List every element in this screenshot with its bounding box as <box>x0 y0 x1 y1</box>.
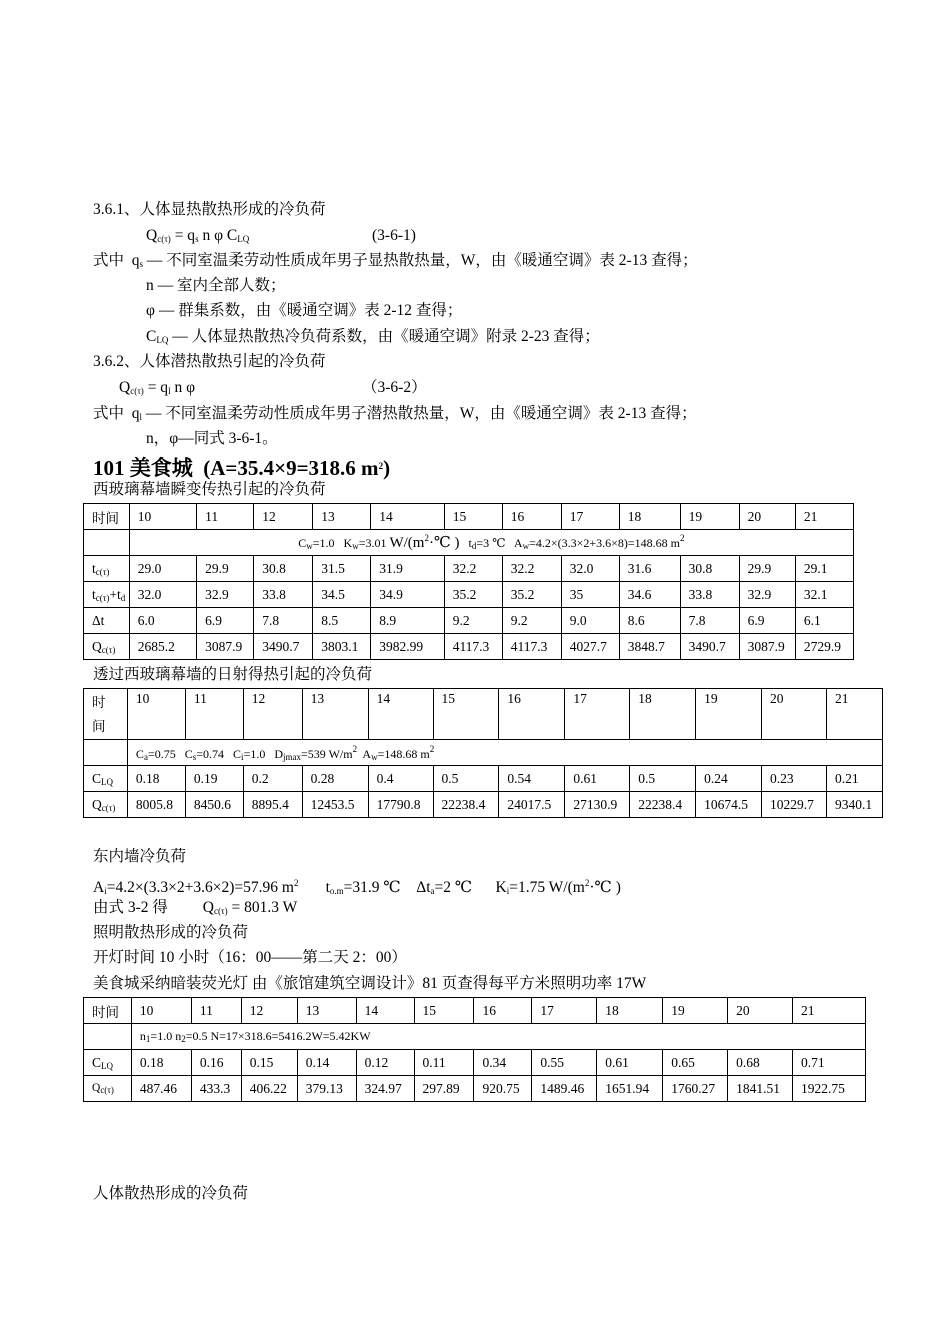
hour-cell: 17 <box>532 998 597 1024</box>
table-cell: 0.5 <box>630 766 696 792</box>
param-aw: =148.68 m <box>377 746 430 761</box>
param-djmax: =539 W/m <box>301 746 353 761</box>
table-cell: 920.75 <box>474 1076 532 1102</box>
table-cell: 32.9 <box>739 582 795 608</box>
table-cell: 0.4 <box>368 766 433 792</box>
room-name: 101 美食城 <box>93 456 193 480</box>
table-cell: 9.2 <box>444 608 502 634</box>
table-row <box>84 1076 866 1102</box>
param-ai: =4.2×(3.3×2+3.6×2)=57.96 m <box>106 879 294 896</box>
table-cell: 30.8 <box>680 556 739 582</box>
hour-cell: 10 <box>127 689 185 740</box>
where-phi: φ — 群集系数，由《暖通空调》表 2-12 查得； <box>146 302 463 319</box>
table-row <box>84 998 866 1024</box>
hour-cell: 12 <box>241 998 297 1024</box>
table-cell: 8005.8 <box>127 792 185 818</box>
table-cell: 32.2 <box>444 556 502 582</box>
formula-3-6-2: $Q_{c(\tau)} = q_l$ n φ <box>119 379 196 396</box>
formula-number: （3-6-2） <box>362 379 427 396</box>
params-cell: $C_a=0.75$ $C_s=0.74$ $C_i=1.0$ $D_{jmax}=539$ $W/m^2$ $A_w=148.68$ $m^2$ <box>127 740 882 766</box>
table-cell: 31.9 <box>371 556 444 582</box>
table-cell: 1760.27 <box>663 1076 728 1102</box>
hour-label-part: 间 <box>92 719 106 734</box>
table-cell: 12453.5 <box>302 792 368 818</box>
table-row <box>84 740 883 766</box>
table-cell: 4027.7 <box>561 634 619 660</box>
hour-cell: 20 <box>762 689 827 740</box>
east-wall-result: 由式 3-2 得 $Q_{c(\tau)} = 801.3$ W <box>93 899 298 916</box>
where-prefix: 式中 <box>93 405 125 422</box>
param-tom: =31.9 ℃ <box>343 879 401 896</box>
table-cell: 32.0 <box>129 582 196 608</box>
table-cell: 35.2 <box>502 582 561 608</box>
table-cell: 7.8 <box>680 608 739 634</box>
params-blank-cell <box>76 1024 124 1050</box>
table-cell: 3087.9 <box>197 634 254 660</box>
table-cell: 8.5 <box>313 608 371 634</box>
hour-cell: 13 <box>302 689 368 740</box>
hour-label <box>84 689 128 740</box>
where-n: n — 室内全部人数； <box>146 277 286 294</box>
row-label-clq: $C_{LQ}$ <box>84 1050 132 1076</box>
table-cell: 8895.4 <box>243 792 302 818</box>
hour-cell: 18 <box>630 689 696 740</box>
hour-cell: 19 <box>663 998 728 1024</box>
param-kw: =3.01 <box>358 536 387 550</box>
hour-cell: 16 <box>474 998 532 1024</box>
hour-cell: 18 <box>619 504 680 530</box>
where-clq: $C_{LQ}$ — 人体显热散热冷负荷系数，由《暖通空调》附录 2-23 查得； <box>146 328 600 345</box>
param-unit: W/(m <box>389 535 425 551</box>
param-ci: =1.0 <box>243 746 266 761</box>
table-cell: 0.68 <box>728 1050 793 1076</box>
hour-cell: 13 <box>313 504 371 530</box>
param-n2: =0.5 N=17×318.6=5416.2W=5.42KW <box>185 1029 371 1043</box>
table-row <box>84 608 854 634</box>
table-row <box>84 766 883 792</box>
hour-cell: 19 <box>696 689 762 740</box>
table-cell: 32.9 <box>197 582 254 608</box>
west-glass-conduction-table <box>83 503 854 660</box>
table-cell: 29.9 <box>197 556 254 582</box>
table-cell: 22238.4 <box>630 792 696 818</box>
table-cell: 32.2 <box>502 556 561 582</box>
table-cell: 32.0 <box>561 556 619 582</box>
table-cell: 3087.9 <box>739 634 795 660</box>
table-cell: 34.5 <box>313 582 371 608</box>
table-cell: 2685.2 <box>129 634 196 660</box>
hour-cell: 18 <box>597 998 663 1024</box>
hour-cell: 15 <box>414 998 474 1024</box>
table-cell: 8450.6 <box>185 792 243 818</box>
table-cell: 29.0 <box>129 556 196 582</box>
param-cw: =1.0 <box>312 536 335 550</box>
table-cell: 4117.3 <box>502 634 561 660</box>
formula-number: (3-6-1) <box>372 227 416 244</box>
table-cell: 6.0 <box>129 608 196 634</box>
hour-cell: 14 <box>368 689 433 740</box>
table-row <box>84 634 854 660</box>
table-cell: 0.55 <box>532 1050 597 1076</box>
table-cell: 9.2 <box>502 608 561 634</box>
table-cell: 1489.46 <box>532 1076 597 1102</box>
table-cell: 34.9 <box>371 582 444 608</box>
table-cell: 0.28 <box>302 766 368 792</box>
table-cell: 35.2 <box>444 582 502 608</box>
row-label-tc: $t_{c(\tau)}$ <box>84 556 130 582</box>
table-cell: 32.1 <box>795 582 853 608</box>
table-cell: 33.8 <box>680 582 739 608</box>
param-ca: =0.75 <box>147 746 176 761</box>
table-cell: 0.5 <box>433 766 499 792</box>
table-cell: 33.8 <box>254 582 313 608</box>
table-cell: 0.23 <box>762 766 827 792</box>
hour-cell: 19 <box>680 504 739 530</box>
table-cell: 0.14 <box>297 1050 356 1076</box>
hour-cell: 16 <box>502 504 561 530</box>
hour-label: 时间 <box>84 504 130 530</box>
hour-cell: 14 <box>356 998 414 1024</box>
qc-value: = 801.3 W <box>231 899 298 916</box>
param-cs: =0.74 <box>196 746 225 761</box>
table-cell: 4117.3 <box>444 634 502 660</box>
table-cell: 31.5 <box>313 556 371 582</box>
table-cell: 0.18 <box>131 1050 191 1076</box>
table-cell: 3490.7 <box>254 634 313 660</box>
table-cell: 3848.7 <box>619 634 680 660</box>
params-blank-cell <box>76 530 122 556</box>
table-cell: 379.13 <box>297 1076 356 1102</box>
row-label-tc-td: $t_{c(\tau)}+t_d$ <box>84 582 130 608</box>
table-cell: 0.2 <box>243 766 302 792</box>
table-cell: 27130.9 <box>565 792 630 818</box>
hour-cell: 21 <box>826 689 882 740</box>
table-row <box>84 582 854 608</box>
hour-cell: 15 <box>444 504 502 530</box>
hour-cell: 15 <box>433 689 499 740</box>
table-cell: 487.46 <box>131 1076 191 1102</box>
lighting-description: 美食城采纳暗装荧光灯 由《旅馆建筑空调设计》81 页查得每平方米照明功率 17W <box>93 975 647 992</box>
table-row <box>84 1024 866 1050</box>
table-cell: 34.6 <box>619 582 680 608</box>
row-label-dt: Δt <box>84 608 130 634</box>
table-cell: 9340.1 <box>826 792 882 818</box>
hour-cell: 21 <box>793 998 866 1024</box>
table-row <box>84 556 854 582</box>
table-cell: 3490.7 <box>680 634 739 660</box>
table-cell: 0.11 <box>414 1050 474 1076</box>
where-ql: 式中 $q_l$ — 不同室温柔劳动性质成年男子潜热散热量，W，由《暖通空调》表 2-13 查得； <box>93 405 697 422</box>
param-aw: =4.2×(3.3×2+3.6×8)=148.68 m <box>529 536 680 550</box>
table-cell: 0.12 <box>356 1050 414 1076</box>
table-row <box>84 504 854 530</box>
table-cell: 433.3 <box>191 1076 241 1102</box>
table-cell: 0.21 <box>826 766 882 792</box>
table-cell: 1651.94 <box>597 1076 663 1102</box>
table-cell: 3803.1 <box>313 634 371 660</box>
table-cell: 297.89 <box>414 1076 474 1102</box>
from-formula: 由式 3-2 得 <box>93 899 168 916</box>
hour-cell: 12 <box>243 689 302 740</box>
table-cell: 24017.5 <box>499 792 565 818</box>
param-n1: =1.0 n <box>150 1029 182 1043</box>
section-3-6-1-title: 3.6.1、人体显热散热形成的冷负荷 <box>93 201 326 218</box>
west-glass-solar-table <box>83 688 883 818</box>
table-cell: 6.9 <box>197 608 254 634</box>
param-td: =3 ℃ <box>476 536 506 550</box>
params-cell: $n_1=1.0$ $n_2=0.5$ N=17×318.6=5416.2W=5.42KW <box>131 1024 865 1050</box>
table-cell: 22238.4 <box>433 792 499 818</box>
table-cell: 1922.75 <box>793 1076 866 1102</box>
table-cell: 0.16 <box>191 1050 241 1076</box>
table-cell: 0.61 <box>597 1050 663 1076</box>
lighting-title: 照明散热形成的冷负荷 <box>93 924 249 941</box>
body-heat-title: 人体散热形成的冷负荷 <box>93 1185 249 1202</box>
hour-cell: 10 <box>131 998 191 1024</box>
hour-cell: 17 <box>565 689 630 740</box>
table-cell: 3982.99 <box>371 634 444 660</box>
table-cell: 1841.51 <box>728 1076 793 1102</box>
section-3-6-2-title: 3.6.2、人体潜热散热引起的冷负荷 <box>93 353 326 370</box>
where-prefix: 式中 <box>93 252 125 269</box>
east-wall-params: $A_i=4.2\times(3.3\times 2+3.6\times 2)=57.96$ $m^2$ $t_{o.m}=31.9$ ℃ $\Delta t_a=2$ ℃ $K_i=1.75$ $W/(m^2\cdot℃$ ) <box>93 878 621 896</box>
hour-label-part: 时 <box>92 695 106 710</box>
table-cell: 0.19 <box>185 766 243 792</box>
row-label-qc: $Q_{c(\tau)}$ <box>84 1076 132 1102</box>
row-label-qc: $Q_{c(\tau)}$ <box>84 792 128 818</box>
table-cell: 2729.9 <box>795 634 853 660</box>
table-cell: 0.54 <box>499 766 565 792</box>
table-row <box>84 530 854 556</box>
table1-title: 西玻璃幕墙瞬变传热引起的冷负荷 <box>93 481 326 498</box>
hour-label: 时间 <box>84 998 132 1024</box>
param-ki: =1.75 W/(m <box>509 879 585 896</box>
table-cell: 30.8 <box>254 556 313 582</box>
room-heading: 101 美食城 (A=35.4×9=318.6 $m^2$) <box>93 456 391 480</box>
hour-cell: 17 <box>561 504 619 530</box>
hour-cell: 12 <box>254 504 313 530</box>
table-row <box>84 792 883 818</box>
table-cell: 17790.8 <box>368 792 433 818</box>
hour-cell: 21 <box>795 504 853 530</box>
formula-3-6-1: $Q_{c(\tau)} = q_s$ n φ $C_{LQ}$ <box>146 227 250 244</box>
table-cell: 35 <box>561 582 619 608</box>
table-row <box>84 1050 866 1076</box>
table-row <box>84 689 883 740</box>
table-cell: 9.0 <box>561 608 619 634</box>
table-cell: 0.34 <box>474 1050 532 1076</box>
table-cell: 324.97 <box>356 1076 414 1102</box>
table-cell: 0.15 <box>241 1050 297 1076</box>
table-cell: 0.24 <box>696 766 762 792</box>
table-cell: 29.9 <box>739 556 795 582</box>
hour-cell: 20 <box>728 998 793 1024</box>
table-cell: 0.18 <box>127 766 185 792</box>
params-blank-cell <box>76 740 120 766</box>
table-cell: 6.1 <box>795 608 853 634</box>
clq-description: — 人体显热散热冷负荷系数，由《暖通空调》附录 2-23 查得； <box>172 328 600 345</box>
table-cell: 31.6 <box>619 556 680 582</box>
qs-description: — 不同室温柔劳动性质成年男子显热散热量，W，由《暖通空调》表 2-13 查得； <box>146 252 698 269</box>
table-cell: 8.6 <box>619 608 680 634</box>
lighting-load-table <box>83 997 866 1102</box>
hour-cell: 14 <box>371 504 444 530</box>
row-label-qc: $Q_{c(\tau)}$ <box>84 634 130 660</box>
hour-cell: 11 <box>197 504 254 530</box>
table-cell: 6.9 <box>739 608 795 634</box>
params-cell: $C_w=1.0$ $K_w=3.01$ $W/(m^2\cdot℃$ ) $t_d=3$ ℃ $A_w=4.2\times(3.3\times 2+3.6\times 8)=148.68$ $m^2$ <box>129 530 853 556</box>
hour-cell: 13 <box>297 998 356 1024</box>
where-same: n，φ—同式 3-6-1。 <box>146 430 278 447</box>
table-cell: 29.1 <box>795 556 853 582</box>
param-dta: =2 ℃ <box>434 879 473 896</box>
table-cell: 10674.5 <box>696 792 762 818</box>
table-cell: 406.22 <box>241 1076 297 1102</box>
where-qs: 式中 $q_s$ — 不同室温柔劳动性质成年男子显热散热量，W，由《暖通空调》表 2-13 查得； <box>93 252 698 269</box>
table-cell: 0.65 <box>663 1050 728 1076</box>
table-cell: 10229.7 <box>762 792 827 818</box>
east-wall-title: 东内墙冷负荷 <box>93 848 187 865</box>
row-label-clq: $C_{LQ}$ <box>84 766 128 792</box>
table2-title: 透过西玻璃幕墙的日射得热引起的冷负荷 <box>93 666 373 683</box>
lighting-on-time: 开灯时间 10 小时（16：00——第二天 2：00） <box>93 949 407 966</box>
hour-cell: 10 <box>129 504 196 530</box>
ql-description: — 不同室温柔劳动性质成年男子潜热散热量，W，由《暖通空调》表 2-13 查得； <box>145 405 697 422</box>
table-cell: 0.71 <box>793 1050 866 1076</box>
table-cell: 0.61 <box>565 766 630 792</box>
hour-cell: 11 <box>185 689 243 740</box>
param-ki-end: ·℃ ) <box>589 879 621 896</box>
table-cell: 8.9 <box>371 608 444 634</box>
hour-cell: 11 <box>191 998 241 1024</box>
table-cell: 7.8 <box>254 608 313 634</box>
hour-cell: 16 <box>499 689 565 740</box>
hour-cell: 20 <box>739 504 795 530</box>
